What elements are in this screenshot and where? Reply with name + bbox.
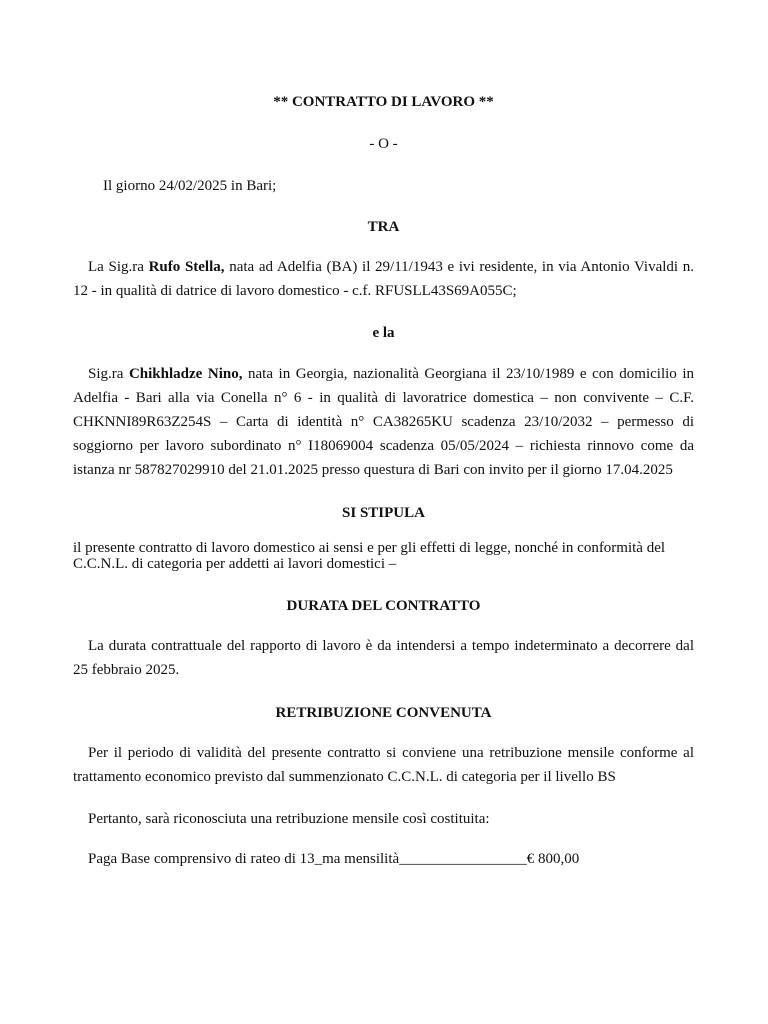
- section-heading-e-la: e la: [372, 325, 395, 341]
- party1-prefix: La Sig.ra: [88, 259, 149, 275]
- durata-paragraph: [73, 634, 694, 682]
- pertanto-line: [73, 811, 694, 828]
- separator: - O -: [369, 136, 398, 152]
- party2-prefix: Sig.ra: [88, 366, 129, 382]
- durata-text: La durata contrattuale del rapporto di lavoro è da intendersi a tempo indeterminato a decorrere dal 25 febbraio 2025.: [73, 638, 694, 678]
- paga-base-amount: € 800,00: [526, 851, 580, 867]
- party2-details: nata in Georgia, nazionalità Georgiana il 23/10/1989 e con domicilio in Adelfia - Bari alla via Conella n° 6 - in qualità di lavoratrice domestica – non convivente – C.F. CHKNNI89R63Z254S – Carta di identità n° CA38265KU scadenza 23/10/2032 – permesso di soggiorno per lavoro subordinato n° I18069004 scadenza 05/05/2024 – richiesta rinnovo come da istanza nr 587827029910 del 21.01.2025 presso questura di Bari con invito per il giorno 17.04.2025: [73, 366, 695, 478]
- section-heading-si-stipula: SI STIPULA: [342, 505, 425, 521]
- section-heading-durata: DURATA DEL CONTRATTO: [286, 598, 481, 614]
- section-heading-retribuzione: RETRIBUZIONE CONVENUTA: [275, 705, 492, 721]
- party1-name: Rufo Stella,: [148, 259, 225, 275]
- date-text: Il giorno 24/02/2025 in Bari;: [103, 178, 277, 194]
- stipula-paragraph: il presente contratto di lavoro domestico ai sensi e per gli effetti di legge, nonché in conformità del C.C.N.L. di categoria per addetti ai lavori domestici –: [73, 540, 666, 572]
- party2-paragraph: [73, 362, 694, 482]
- contract-title: ** CONTRATTO DI LAVORO **: [273, 94, 494, 110]
- retribuzione-paragraph: [73, 741, 694, 789]
- date-line: [73, 178, 694, 195]
- section-heading-tra: TRA: [367, 219, 400, 235]
- retribuzione-text: Per il periodo di validità del presente contratto si conviene una retribuzione mensile conforme al trattamento economico previsto dal summenzionato C.C.N.L. di categoria per il livello BS: [73, 745, 694, 785]
- party1-details: nata ad Adelfia (BA) il 29/11/1943 e ivi residente, in via Antonio Vivaldi n. 12 - in qualità di datrice di lavoro domestico - c.f. RFUSLL43S69A055C;: [73, 259, 695, 299]
- paga-base-line: [73, 851, 694, 868]
- party2-name: Chikhladze Nino,: [128, 366, 243, 382]
- paga-base-filler: _________________: [399, 851, 527, 867]
- party1-paragraph: [73, 255, 694, 303]
- pertanto-text: Pertanto, sarà riconosciuta una retribuzione mensile così costituita:: [88, 811, 490, 827]
- paga-base-label: Paga Base comprensivo di rateo di 13_ma mensilità: [88, 851, 400, 867]
